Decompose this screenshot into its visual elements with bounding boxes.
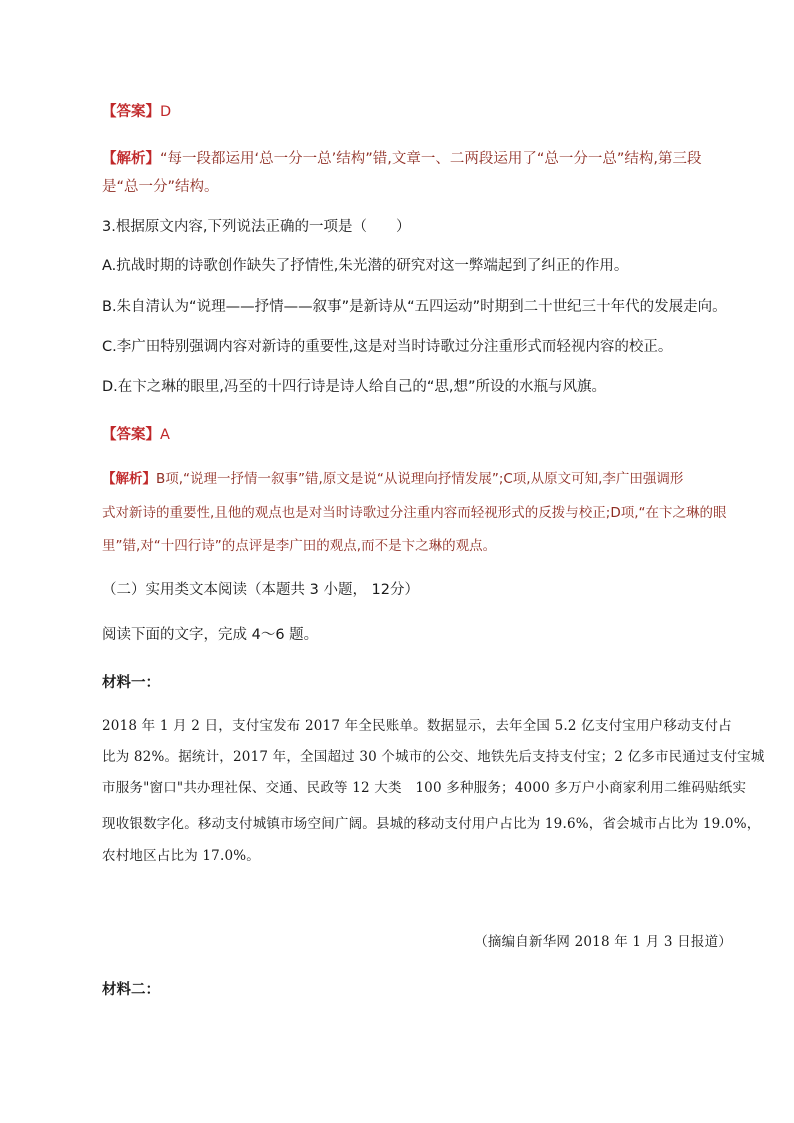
q3-stem: 3.根据原文内容,下列说法正确的一项是（ ）	[102, 219, 411, 235]
analysis-text: “每一段都运用‘总一分一总’结构”错,文章一、二两段运用了“总一分一总”结构,第三段	[160, 151, 702, 167]
material-1-line-5: 农村地区占比为 17.0%。	[102, 848, 260, 864]
material-1-line-3: 市服务"窗口"共办理社保、交通、民政等 12 大类 100 多种服务；4000 多万户小商家利用二维码贴纸实	[102, 780, 747, 796]
answer-tag: 【答案】	[102, 427, 160, 443]
material-2-label: 材料二：	[102, 982, 160, 998]
q3-option-b: B.朱自清认为“说理——抒情——叙事”是新诗从“五四运动”时期到二十世纪三十年代的发展走向。	[102, 299, 727, 315]
q3-analysis-line-2: 式对新诗的重要性,且他的观点也是对当时诗歌过分注重内容而轻视形式的反拨与校正;D项,“在卞之琳的眼	[102, 505, 727, 521]
answer-value: D	[160, 104, 172, 120]
q3-analysis-line-1	[102, 469, 683, 489]
section-instruction: 阅读下面的文字，完成 4～6 题。	[102, 627, 319, 643]
analysis-tag: 【解析】	[102, 471, 156, 487]
q2-answer-row	[102, 102, 171, 122]
q2-analysis-line-2: 是“总一分”结构。	[102, 179, 219, 195]
q3-answer-row	[102, 425, 170, 445]
answer-value: A	[160, 427, 170, 443]
material-1-line-1: 2018 年 1 月 2 日，支付宝发布 2017 年全民账单。数据显示，去年全国 5.2 亿支付宝用户移动支付占	[102, 718, 732, 734]
analysis-tag: 【解析】	[102, 151, 160, 167]
q3-option-a: A.抗战时期的诗歌创作缺失了抒情性,朱光潜的研究对这一弊端起到了纠正的作用。	[102, 258, 629, 274]
material-1-line-2: 比为 82%。据统计，2017 年，全国超过 30 个城市的公交、地铁先后支持支付宝；2 亿多市民通过支付宝城	[102, 749, 765, 765]
material-1-line-4: 现收银数字化。移动支付城镇市场空间广阔。县城的移动支付用户占比为 19.6%，省会城市占比为 19.0%，	[102, 816, 761, 832]
q3-option-c: C.李广田特别强调内容对新诗的重要性,这是对当时诗歌过分注重形式而轻视内容的校正。	[102, 339, 673, 355]
material-1-source: （摘编自新华网 2018 年 1 月 3 日报道）	[474, 934, 732, 950]
answer-tag: 【答案】	[102, 104, 160, 120]
q3-option-d: D.在卞之琳的眼里,冯至的十四行诗是诗人给自己的“思,想”所设的水瓶与风旗。	[102, 379, 607, 395]
q2-analysis-line-1	[102, 149, 701, 169]
q3-analysis-line-3: 里”错,对“十四行诗”的点评是李广田的观点,而不是卞之琳的观点。	[102, 538, 497, 554]
analysis-text: B项,“说理一抒情一叙事”错,原文是说“从说理向抒情发展”;C项,从原文可知,李广田强调形	[156, 471, 684, 487]
section-heading: （二）实用类文本阅读（本题共 3 小题， 12分）	[102, 582, 420, 598]
material-1-label: 材料一：	[102, 675, 160, 691]
